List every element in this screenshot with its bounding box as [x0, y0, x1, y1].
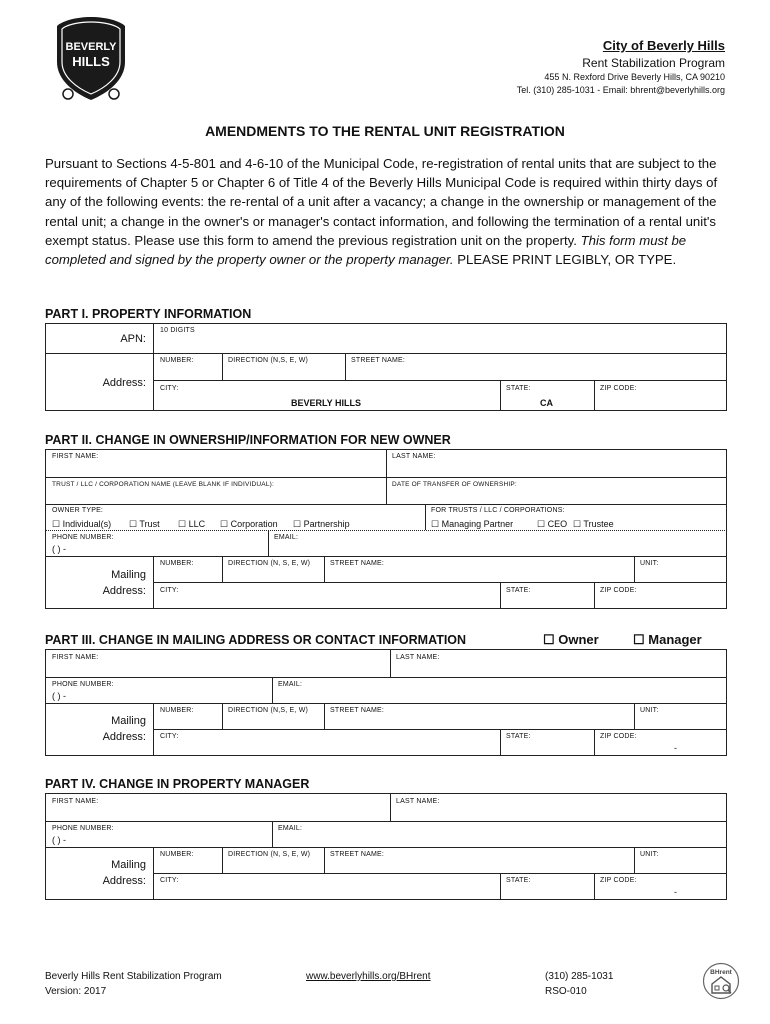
owner-type-label: OWNER TYPE:	[52, 507, 104, 514]
manager-direction-field[interactable]: DIRECTION (N, S, E, W)	[228, 851, 311, 858]
manager-street-number-field[interactable]: NUMBER:	[160, 851, 194, 858]
manager-zip-dash: -	[674, 887, 677, 897]
manager-unit-field[interactable]: UNIT:	[640, 851, 659, 858]
role-managing-partner-checkbox[interactable]: ☐ Managing Partner	[431, 519, 514, 529]
trust-name-field[interactable]: TRUST / LLC / CORPORATION NAME (LEAVE BLANK IF INDIVIDUAL):	[52, 481, 275, 488]
part3-divider	[324, 703, 325, 729]
manager-last-name-field[interactable]: LAST NAME:	[396, 798, 440, 805]
manager-zip-field[interactable]: ZIP CODE:	[600, 877, 637, 884]
contact-street-name-field[interactable]: STREET NAME:	[330, 707, 385, 714]
manager-city-field[interactable]: CITY:	[160, 877, 179, 884]
owner-phone-template: ( ) -	[52, 544, 66, 554]
part1-divider	[222, 353, 223, 380]
footer-form-id: RSO-010	[545, 986, 587, 997]
owner-unit-field[interactable]: UNIT:	[640, 560, 659, 567]
part4-heading: PART IV. CHANGE IN PROPERTY MANAGER	[45, 777, 310, 791]
footer-version: Version: 2017	[45, 986, 107, 997]
direction-field[interactable]: DIRECTION (N,S, E, W)	[228, 357, 309, 364]
part3-divider	[153, 703, 154, 756]
contact-zip-dash: -	[674, 743, 677, 753]
contact-manager-checkbox[interactable]: ☐ Manager	[633, 632, 702, 647]
part2-heading: PART II. CHANGE IN OWNERSHIP/INFORMATION FOR NEW OWNER	[45, 433, 451, 447]
manager-phone-field[interactable]: PHONE NUMBER:	[52, 825, 114, 832]
svg-text:BEVERLY: BEVERLY	[65, 41, 117, 53]
apn-field[interactable]: 10 DIGITS	[160, 327, 195, 334]
owner-mailing-label: Mailing	[111, 569, 146, 581]
part2-row-line	[45, 556, 727, 557]
city-field[interactable]: CITY:	[160, 385, 179, 392]
zip-field[interactable]: ZIP CODE:	[600, 385, 637, 392]
part4-divider	[390, 793, 391, 821]
state-field[interactable]: STATE:	[506, 385, 531, 392]
part4-row-line	[45, 821, 727, 822]
owner-type-partnership-checkbox[interactable]: ☐ Partnership	[293, 519, 350, 529]
part4-divider	[594, 873, 595, 900]
contact-unit-field[interactable]: UNIT:	[640, 707, 659, 714]
footer-url-link[interactable]: www.beverlyhills.org/BHrent	[306, 971, 431, 982]
part2-divider	[324, 556, 325, 582]
part4-divider	[222, 847, 223, 873]
manager-phone-template: ( ) -	[52, 835, 66, 845]
part3-row-line	[45, 677, 727, 678]
owner-address-label: Address:	[102, 585, 146, 597]
part3-row-line	[153, 729, 727, 730]
manager-address-label: Address:	[102, 875, 146, 887]
intro-text: Pursuant to Sections 4-5-801 and 4-6-10 of the Municipal Code, re-registration of rental units that are subject to the requirements of Chapter 5 or Chapter 6 of Title 4 of the Beverly Hills Municipal Code is required within thirty days of any of the following events: the re-rental of a unit after a vacancy; a change in the ownership or management of the rental unit; a change in the owner's or manager's contact information, and following the termination of a rental unit's exempt status. Please use this form to amend the previous registration unit on the property.	[45, 156, 718, 248]
contact-street-number-field[interactable]: NUMBER:	[160, 707, 194, 714]
svg-text:BHrent: BHrent	[710, 969, 732, 976]
owner-phone-field[interactable]: PHONE NUMBER:	[52, 534, 114, 541]
owner-last-name-field[interactable]: LAST NAME:	[392, 453, 436, 460]
part1-table	[45, 323, 727, 411]
contact-zip-field[interactable]: ZIP CODE:	[600, 733, 637, 740]
footer-org: Beverly Hills Rent Stabilization Program	[45, 971, 222, 982]
owner-first-name-field[interactable]: FIRST NAME:	[52, 453, 99, 460]
manager-email-field[interactable]: EMAIL:	[278, 825, 303, 832]
part1-divider	[345, 353, 346, 380]
program-name: Rent Stabilization Program	[582, 56, 725, 70]
street-number-field[interactable]: NUMBER:	[160, 357, 194, 364]
part2-row-line	[45, 530, 727, 531]
office-address: 455 N. Rexford Drive Beverly Hills, CA 90210	[544, 72, 725, 82]
part4-divider	[500, 873, 501, 900]
part2-divider	[425, 504, 426, 530]
part3-divider	[222, 703, 223, 729]
part2-divider	[634, 556, 635, 582]
contact-city-field[interactable]: CITY:	[160, 733, 179, 740]
owner-type-llc-checkbox[interactable]: ☐ LLC	[178, 519, 206, 529]
bhrent-house-logo	[702, 962, 740, 1000]
contact-line: Tel. (310) 285-1031 - Email: bhrent@beverlyhills.org	[516, 85, 725, 95]
role-trustee-checkbox[interactable]: ☐ Trustee	[573, 519, 614, 529]
footer-url[interactable]	[306, 971, 431, 982]
part1-row-line	[45, 353, 727, 354]
transfer-date-field[interactable]: DATE OF TRANSFER OF OWNERSHIP:	[392, 481, 517, 488]
part4-row-line	[45, 847, 727, 848]
contact-phone-field[interactable]: PHONE NUMBER:	[52, 681, 114, 688]
address-label: Address:	[102, 377, 146, 389]
part4-divider	[634, 847, 635, 873]
contact-mailing-label: Mailing	[111, 715, 146, 727]
beverly-hills-shield-logo	[50, 14, 132, 104]
part3-divider	[500, 729, 501, 756]
part3-divider	[634, 703, 635, 729]
part4-divider	[153, 847, 154, 900]
contact-email-field[interactable]: EMAIL:	[278, 681, 303, 688]
apn-label: APN:	[120, 333, 146, 345]
manager-first-name-field[interactable]: FIRST NAME:	[52, 798, 99, 805]
contact-direction-field[interactable]: DIRECTION (N,S, E, W)	[228, 707, 309, 714]
owner-city-field[interactable]: CITY:	[160, 587, 179, 594]
for-trusts-label: FOR TRUSTS / LLC / CORPORATIONS:	[431, 507, 565, 514]
role-ceo-checkbox[interactable]: ☐ CEO	[537, 519, 568, 529]
part2-divider	[500, 582, 501, 609]
owner-direction-field[interactable]: DIRECTION (N, S, E, W)	[228, 560, 311, 567]
part2-divider	[594, 582, 595, 609]
part2-divider	[386, 449, 387, 504]
intro-italic: This form must be completed and signed by the property owner or the property manager.	[45, 232, 687, 268]
owner-email-field[interactable]: EMAIL:	[274, 534, 299, 541]
part2-divider	[153, 556, 154, 609]
owner-type-trust-checkbox[interactable]: ☐ Trust	[129, 519, 160, 529]
manager-street-name-field[interactable]: STREET NAME:	[330, 851, 385, 858]
contact-first-name-field[interactable]: FIRST NAME:	[52, 654, 99, 661]
part2-row-line	[45, 504, 727, 505]
contact-owner-checkbox[interactable]: ☐ Owner	[543, 632, 599, 647]
part3-heading: PART III. CHANGE IN MAILING ADDRESS OR CONTACT INFORMATION	[45, 633, 467, 647]
part1-heading: PART I. PROPERTY INFORMATION	[45, 307, 252, 321]
owner-type-corporation-checkbox[interactable]: ☐ Corporation	[220, 519, 278, 529]
owner-zip-field[interactable]: ZIP CODE:	[600, 587, 637, 594]
intro-tail: PLEASE PRINT LEGIBLY, OR TYPE.	[453, 252, 677, 268]
part3-divider	[594, 729, 595, 756]
part1-divider	[594, 380, 595, 411]
owner-street-number-field[interactable]: NUMBER:	[160, 560, 194, 567]
part3-divider	[390, 649, 391, 677]
part3-row-line	[45, 703, 727, 704]
contact-phone-template: ( ) -	[52, 691, 66, 701]
owner-state-field[interactable]: STATE:	[506, 587, 531, 594]
part2-divider	[268, 530, 269, 556]
manager-mailing-label: Mailing	[111, 859, 146, 871]
contact-address-label: Address:	[102, 731, 146, 743]
street-name-field[interactable]: STREET NAME:	[351, 357, 406, 364]
part1-divider	[500, 380, 501, 411]
part4-divider	[272, 821, 273, 847]
form-title: AMENDMENTS TO THE RENTAL UNIT REGISTRATION	[205, 123, 565, 139]
part2-divider	[222, 556, 223, 582]
contact-state-field[interactable]: STATE:	[506, 733, 531, 740]
part3-divider	[272, 677, 273, 703]
footer-phone: (310) 285-1031	[545, 971, 614, 982]
intro-paragraph	[45, 154, 727, 269]
state-value: CA	[540, 398, 553, 408]
manager-state-field[interactable]: STATE:	[506, 877, 531, 884]
city-name: City of Beverly Hills	[602, 38, 725, 53]
part1-row-line	[153, 380, 727, 381]
part4-row-line	[153, 873, 727, 874]
contact-last-name-field[interactable]: LAST NAME:	[396, 654, 440, 661]
part4-divider	[324, 847, 325, 873]
part2-row-line	[153, 582, 727, 583]
city-value: BEVERLY HILLS	[291, 398, 362, 408]
owner-type-individual-checkbox[interactable]: ☐ Individual(s)	[52, 519, 112, 529]
part1-divider	[153, 323, 154, 411]
owner-street-name-field[interactable]: STREET NAME:	[330, 560, 385, 567]
svg-text:HILLS: HILLS	[72, 54, 110, 69]
